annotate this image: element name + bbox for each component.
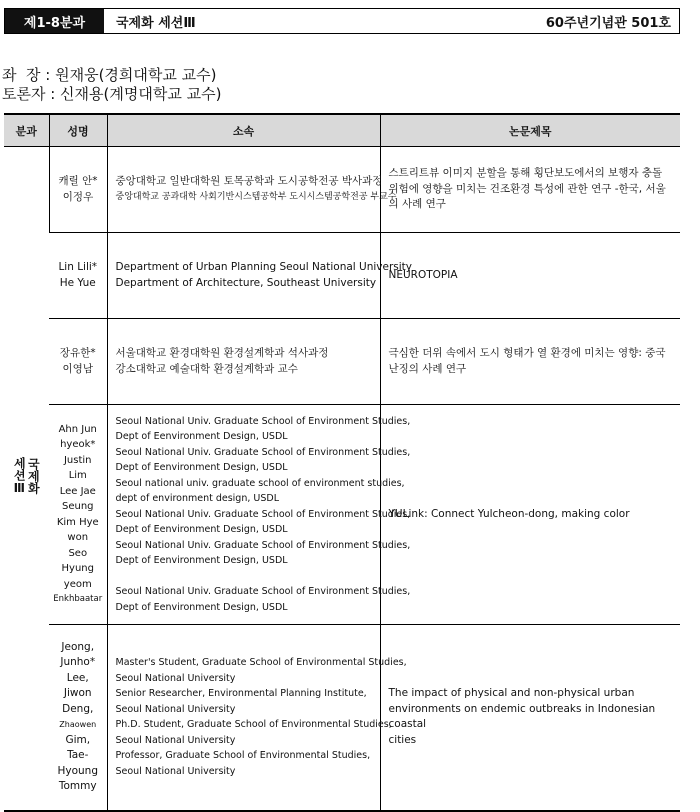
title-line: environments on endemic outbreaks in Indonesian xyxy=(388,702,656,715)
author-name: Ahn Jun xyxy=(58,423,97,435)
paper-title xyxy=(380,625,680,811)
affiliation-line: Dept of Eenvironment Design, USDL xyxy=(115,462,288,474)
author-name: Tommy xyxy=(58,780,97,793)
author-name: 이영남 xyxy=(62,362,93,375)
author-name: Lin Lili* xyxy=(58,261,98,273)
affiliation-line: Dept of Eenvironment Design, USDL xyxy=(115,431,288,443)
table-row xyxy=(4,319,680,405)
table-row xyxy=(4,233,680,319)
paper-title: YULink: Connect Yulcheon-dong, making color xyxy=(380,405,680,625)
author-name: Tae- xyxy=(67,749,89,762)
affiliation-line: Dept of Eenvironment Design, USDL xyxy=(115,524,288,536)
author-name: 캐릴 안* xyxy=(58,175,98,187)
affiliation-line: 강소대학교 예술대학 환경설계학과 교수 xyxy=(115,362,298,375)
author-name: Hyung xyxy=(61,563,94,574)
affiliation-line: 중앙대학교 일반대학원 토목공학과 도시공학전공 박사과정 xyxy=(115,175,383,187)
author-name: Gim, xyxy=(65,733,91,746)
paper-title: 극심한 더위 속에서 도시 형태가 열 환경에 미치는 영향: 중국 난징의 사례 연구 xyxy=(380,319,680,405)
affiliation-cell xyxy=(107,319,380,405)
affiliation-line: 서울대학교 환경대학원 환경설계학과 석사과정 xyxy=(115,347,329,359)
names-cell xyxy=(49,625,107,811)
affiliation-cell xyxy=(107,233,413,319)
affiliation-line: Ph.D. Student, Graduate School of Environmental Studies, xyxy=(115,719,392,731)
session-vertical-label: 국제화 세션Ⅲ xyxy=(12,457,41,495)
affiliation-line: Professor, Graduate School of Environmental Studies, xyxy=(115,750,371,762)
author-name: Hyoung xyxy=(57,764,98,777)
author-name: Lee, xyxy=(66,671,89,684)
division-tag: 제1-8분과 xyxy=(5,9,104,33)
session-cell xyxy=(4,147,49,811)
author-name: Kim Hye xyxy=(56,516,99,528)
affiliation-line: Seoul National University xyxy=(115,734,236,746)
col-header-division: 분과 xyxy=(4,114,49,147)
author-name: Jiwon xyxy=(63,687,92,700)
affiliation-line: Master's Student, Graduate School of Environmental Studies, xyxy=(115,657,407,669)
author-name: Junho* xyxy=(60,656,96,669)
program-table xyxy=(4,113,680,812)
session-name: 국제화 세션Ⅲ xyxy=(116,15,196,31)
author-name: He Yue xyxy=(59,276,96,289)
affiliation-line: Department of Urban Planning Seoul National University xyxy=(115,261,413,273)
author-name: Enkhbaatar xyxy=(53,594,103,604)
affiliation-line: Seoul National Univ. Graduate School of Environment Studies, xyxy=(115,508,411,520)
discussant-line: 토론자 : 신재용(계명대학교 교수) xyxy=(2,85,222,103)
author-name: won xyxy=(67,532,89,543)
affiliation-line: Seoul National Univ. Graduate School of Environment Studies, xyxy=(115,539,411,551)
affiliation-line: Dept of Eenvironment Design, USDL xyxy=(115,601,288,613)
col-header-title: 논문제목 xyxy=(380,114,680,147)
affiliation-line: Senior Researcher, Environmental Planning Institute, xyxy=(115,688,367,700)
table-row xyxy=(4,405,680,625)
author-name: Seo xyxy=(68,547,88,559)
chair-info xyxy=(2,66,221,104)
affiliation-line: 중앙대학교 공과대학 사회기반시스템공학부 도시시스템공학전공 부교수 xyxy=(115,191,397,202)
affiliation-line: Seoul National Univ. Graduate School of Environment Studies, xyxy=(115,446,411,458)
title-line: coastal xyxy=(388,718,427,731)
names-cell xyxy=(49,233,107,319)
affiliation-line: Dept of Eenvironment Design, USDL xyxy=(115,555,288,567)
author-name: 이정우 xyxy=(62,190,94,203)
affiliation-line: Seoul national univ. graduate school of environment studies, xyxy=(115,477,405,489)
affiliation-spacer xyxy=(116,569,380,585)
col-header-affiliation: 소속 xyxy=(107,114,380,147)
affiliation-line: Seoul National Univ. Graduate School of Environment Studies, xyxy=(115,586,411,598)
affiliation-cell xyxy=(107,147,397,233)
names-cell xyxy=(49,147,107,233)
author-name: 장유한* xyxy=(59,347,96,359)
affiliation-line: Department of Architecture, Southeast University xyxy=(115,276,377,289)
table-row xyxy=(4,147,680,233)
paper-title: NEUROTOPIA xyxy=(380,233,680,319)
author-name: Lim xyxy=(68,470,87,481)
author-name: Jeong, xyxy=(61,640,95,653)
names-cell xyxy=(49,405,107,625)
table-row xyxy=(4,625,680,811)
room-label: 60주년기념관 501호 xyxy=(545,15,671,31)
paper-title: 스트리트뷰 이미지 분할을 통해 횡단보도에서의 보행자 충돌 위험에 영향을 미치는 건조환경 특성에 관한 연구 -한국, 서울의 사례 연구 xyxy=(380,147,680,233)
affiliation-line: Seoul National University xyxy=(115,765,236,777)
affiliation-line: Seoul National University xyxy=(115,672,236,684)
author-name: Seung xyxy=(61,501,94,512)
author-name: hyeok* xyxy=(60,439,96,450)
author-name: Lee Jae xyxy=(59,485,96,497)
names-cell xyxy=(49,319,107,405)
affiliation-cell xyxy=(107,405,411,625)
chair-line: 좌 장 : 원재웅(경희대학교 교수) xyxy=(2,66,217,84)
title-line: The impact of physical and non-physical urban xyxy=(388,687,635,700)
affiliation-line: Seoul National University xyxy=(115,703,236,715)
title-line: cities xyxy=(388,733,417,746)
affiliation-line: Seoul National Univ. Graduate School of Environment Studies, xyxy=(115,415,411,427)
author-name: yeom xyxy=(63,578,92,590)
author-name: Zhaowen xyxy=(59,720,97,730)
author-name: Justin xyxy=(63,454,92,466)
session-header xyxy=(4,8,680,34)
col-header-name: 성명 xyxy=(49,114,107,147)
author-name: Deng, xyxy=(62,702,94,715)
affiliation-line: dept of environment design, USDL xyxy=(115,493,279,505)
